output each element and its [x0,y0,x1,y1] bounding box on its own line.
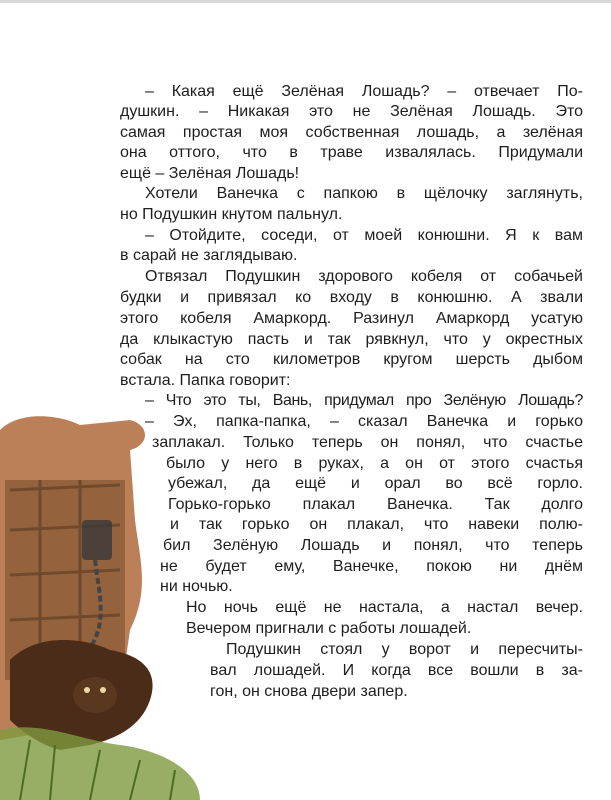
text-line: не будет ему, Ванечке, покою ни днём [160,558,583,575]
text-line: и так горько он плакал, что навеки полю- [170,516,583,533]
text-line: – Отойдите, соседи, от моей конюшни. Я к вам [145,227,583,244]
text-line: Горько-горько плакал Ванечка. Так долго [168,496,583,513]
text-line: этого кобеля Амаркорд. Разинул Амаркорд усатую [120,310,583,327]
page-top-edge [0,0,611,3]
text-line: – Что это ты, Вань, придумал про Зелёную Лошадь? [145,392,583,409]
text-line: Хотели Ванечка с папкою в щёлочку заглянуть, [145,185,583,202]
text-line: встала. Папка говорит: [120,372,291,389]
text-line: но Подушкин кнутом пальнул. [120,206,343,223]
text-line: Вечером пригнали с работы лошадей. [186,620,472,637]
text-line: да клыкастую пасть и так рявкнул, что у окрестных [120,331,583,348]
text-line: душкин. – Никакая это не Зелёная Лошадь. Это [120,103,583,120]
text-line: Подушкин стоял у ворот и пересчиты- [226,641,583,658]
text-line: она оттого, что в траве извалялась. Придумали [120,144,583,161]
text-line: Но ночь ещё не настала, а настал вечер. [186,599,583,616]
text-line: заплакал. Только теперь он понял, что счастье [152,434,583,451]
text-line: убежал, да ещё и орал во всё горло. [168,475,583,492]
text-line: Отвязал Подушкин здорового кобеля от собачьей [145,268,583,285]
text-line: вал лошадей. И когда все вошли в за- [210,662,583,679]
text-line: будки и привязал ко входу в конюшню. А звали [120,289,583,306]
text-line: собак на сто километров кругом шерсть дыбом [120,351,583,368]
text-line: ни ночью. [160,578,233,595]
text-line: – Эх, папка-папка, – сказал Ванечка и горько [145,413,583,430]
text-line: самая простая моя собственная лошадь, а зелёная [120,124,583,141]
text-line: бил Зелёную Лошадь и понял, что теперь [163,537,583,554]
text-line: в сарай не заглядываю. [120,247,298,264]
text-line: ещё – Зелёная Лошадь! [120,165,300,182]
text-line: гон, он снова двери запер. [210,683,408,700]
text-line: было у него в руках, а он от этого счастья [166,455,583,472]
text-line: – Какая ещё Зелёная Лошадь? – отвечает По- [145,83,583,100]
